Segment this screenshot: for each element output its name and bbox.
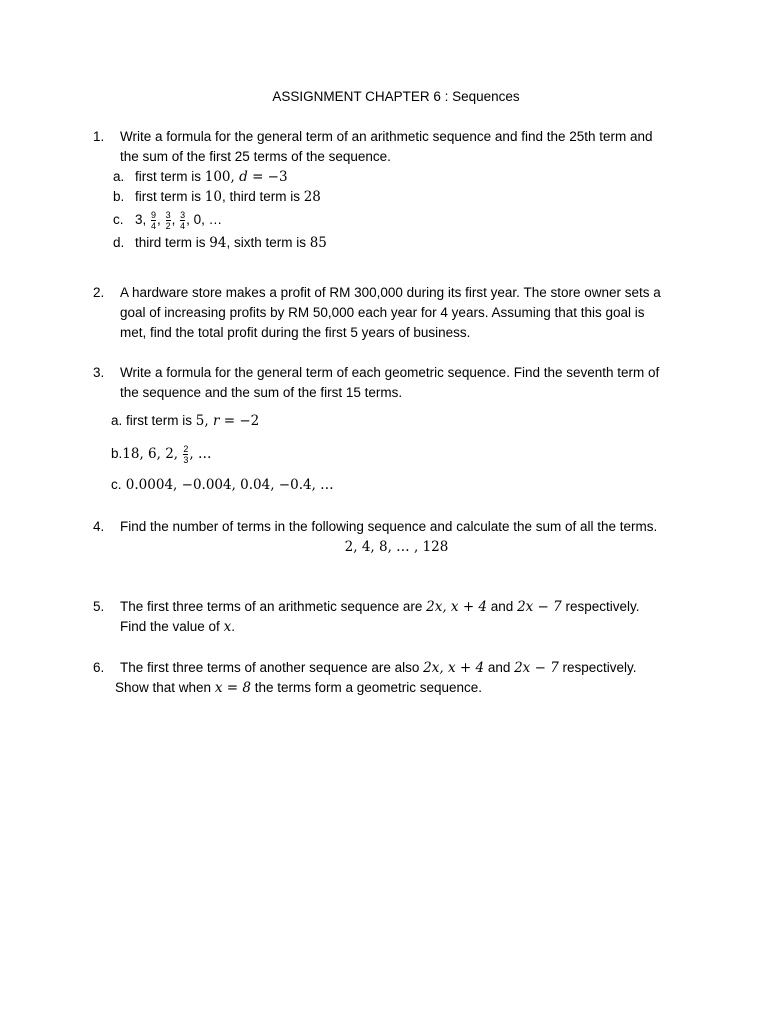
question-number: 4. xyxy=(93,519,105,534)
text-run: . xyxy=(231,619,235,634)
sub-text: first term is xyxy=(135,189,205,204)
question-6 xyxy=(93,658,673,698)
numerator: 3 xyxy=(180,209,186,220)
sub-text: , sixth term is xyxy=(226,235,310,250)
text-run: The first three terms of an arithmetic sequence are xyxy=(120,599,427,614)
denominator: 2 xyxy=(165,220,171,231)
sub-label: a. xyxy=(111,413,123,428)
text-run: Find the value of xyxy=(120,619,224,634)
question-text xyxy=(120,597,673,637)
math-sequence: 2, 4, 8, … , 128 xyxy=(344,539,449,555)
sub-text: first term is xyxy=(122,413,196,428)
math-sequence: 18, 6, 2, xyxy=(122,446,183,462)
sub-label: d. xyxy=(113,235,125,250)
subquestion-a xyxy=(113,167,673,187)
math-tail: , … xyxy=(189,446,212,462)
sub-text: 3, xyxy=(135,212,147,227)
fraction xyxy=(180,210,185,231)
question-number: 1. xyxy=(93,129,105,144)
math-eq: = −3 xyxy=(247,169,288,185)
sub-label: c. xyxy=(113,212,124,227)
math-expression: x xyxy=(223,619,232,635)
math-value: 28 xyxy=(303,189,321,205)
subquestion-b xyxy=(113,187,673,207)
text-run: Show that when xyxy=(115,680,215,695)
denominator: 3 xyxy=(183,454,189,465)
question-number: 6. xyxy=(93,660,105,675)
math-eq: = −2 xyxy=(219,413,260,429)
math-expression: x = 8 xyxy=(214,680,251,696)
numerator: 9 xyxy=(151,209,157,220)
page-title: ASSIGNMENT CHAPTER 6 : Sequences xyxy=(272,89,520,104)
question-3 xyxy=(93,363,673,495)
question-text-continued xyxy=(115,678,673,698)
sub-label: c. xyxy=(111,477,122,492)
question-text xyxy=(120,658,673,678)
question-number: 5. xyxy=(93,599,105,614)
sub-text: first term is xyxy=(135,169,205,184)
question-text: Write a formula for the general term of each geometric sequence. Find the seventh term of the sequence and the sum of the first 15 terms. xyxy=(120,365,660,400)
math-value: 100 xyxy=(204,169,231,185)
math-var: r xyxy=(212,413,220,429)
sub-text: 0, … xyxy=(193,212,223,227)
subquestion-d xyxy=(113,233,673,253)
text-run: respectively. xyxy=(558,660,637,675)
math-value: 5 xyxy=(195,413,205,429)
question-text: Find the number of terms in the following sequence and calculate the sum of all the terms. xyxy=(120,519,658,534)
question-2 xyxy=(93,283,673,343)
math-value: 94 xyxy=(209,235,227,251)
text-run: the terms form a geometric sequence. xyxy=(250,680,483,695)
math-expression: 2x − 7 xyxy=(514,660,559,676)
math-var: d xyxy=(239,169,248,185)
subquestion-b xyxy=(111,441,673,467)
math-value: 10 xyxy=(204,189,222,205)
subquestion-c xyxy=(111,475,673,495)
question-4 xyxy=(93,517,673,557)
math-expression: 2x, x + 4 xyxy=(423,660,485,676)
text-run: The first three terms of another sequence are also xyxy=(120,660,424,675)
fraction xyxy=(151,210,156,231)
sub-label: b. xyxy=(111,446,123,461)
math-expression: 2x − 7 xyxy=(517,599,562,615)
subquestion-a xyxy=(111,411,673,431)
numerator: 2 xyxy=(183,443,189,454)
numerator: 3 xyxy=(165,209,171,220)
text-run: and xyxy=(484,660,515,675)
sub-label: b. xyxy=(113,189,125,204)
sub-label: a. xyxy=(113,169,125,184)
question-text: A hardware store makes a profit of RM 300,000 during its first year. The store owner sets a goal of increasing profits by RM 50,000 each year for 4 years. Assuming that this goal is met, find the total profit during the first 5 years of business. xyxy=(120,285,661,340)
question-text: Write a formula for the general term of an arithmetic sequence and find the 25th term and the sum of the first 25 terms of the sequence. xyxy=(120,129,653,164)
text-run: respectively. xyxy=(561,599,640,614)
question-number: 3. xyxy=(93,365,105,380)
question-1 xyxy=(93,127,673,253)
text-run: and xyxy=(487,599,518,614)
fraction xyxy=(166,210,171,231)
denominator: 4 xyxy=(180,220,186,231)
sub-text: third term is xyxy=(135,235,210,250)
math-value: 85 xyxy=(309,235,327,251)
question-5 xyxy=(93,597,673,637)
subquestion-c: c. 3, $\frac{9}{4}$ , $\frac{3}{2}$ , $\frac{3}{4}$ , 0, … xyxy=(113,207,673,233)
sub-text: , third term is xyxy=(221,189,304,204)
question-number: 2. xyxy=(93,285,105,300)
math-sep: , xyxy=(230,169,240,185)
fraction xyxy=(183,444,188,465)
denominator: 4 xyxy=(151,220,157,231)
math-expression: 2x, x + 4 xyxy=(426,599,488,615)
math-sequence: 0.0004, −0.004, 0.04, −0.4, … xyxy=(121,477,334,493)
math-sep: , xyxy=(204,413,213,429)
